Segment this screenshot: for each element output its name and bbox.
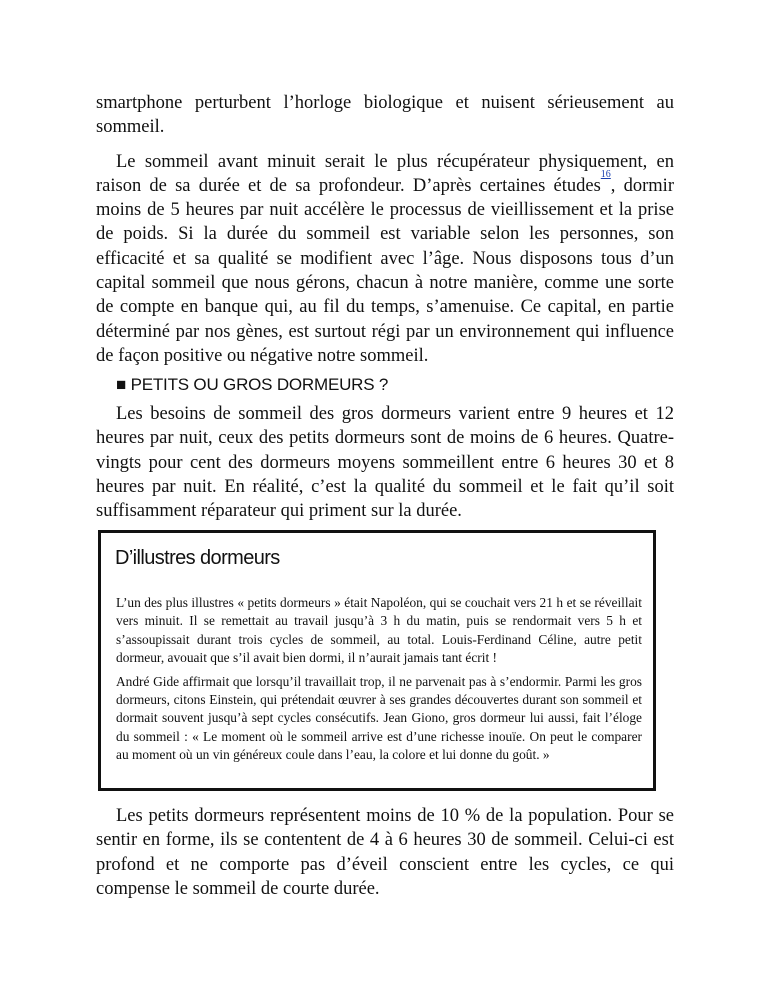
paragraph-3: Les besoins de sommeil des gros dormeurs varient entre 9 heures et 12 heures par nuit, ceux des petits dormeurs sont de moins de 6 heures. Quatre-vingts pour cent des dormeurs moyens sommeillent entre 6 heures 30 et 8 heures par nuit. En réalité, c’est la qualité du sommeil et le fait qu’il soit suffisamment réparateur qui priment sur la durée. [96, 404, 674, 522]
box-content [116, 594, 642, 770]
sidebar-box [98, 530, 656, 791]
box-paragraph-1: L’un des plus illustres « petits dormeurs » était Napoléon, qui se couchait vers 21 h et se réveillait vers minuit. Il se remettait au travail jusqu’à 3 h du matin, puis se rendormait vers 5 h et s’assoupissait durant trois cycles de sommeil, au total. Louis-Ferdinand Céline, autre petit dormeur, avouait que s’il avait bien dormi, il n’aurait jamais tant écrit ! [116, 595, 642, 666]
paragraph-1: smartphone perturbent l’horloge biologique et nuisent sérieusement au sommeil. [96, 93, 674, 138]
text-block-bottom [96, 804, 674, 901]
paragraph-4: Les petits dormeurs représentent moins de 10 % de la population. Pour se sentir en forme, ils se contentent de 4 à 6 heures 30 de sommeil. Celui-ci est profond et ne comporte pas d’éveil conscient entre les cycles, ce qui compense le sommeil de courte durée. [96, 806, 674, 899]
section-block [96, 373, 674, 523]
paragraph-2 [96, 150, 674, 369]
paragraph-2-end: , dormir moins de 5 heures par nuit accélère le processus de vieillissement et la prise de poids. Si la durée du sommeil est variable selon les personnes, son efficacité et sa qualité se modifient avec l’âge. Nous disposons tous d’un capital sommeil que nous gérons, chacun à notre manière, comme une sorte de compte en banque qui, au fil du temps, s’amenuise. Ce capital, en partie déterminé par nos gènes, est surtout régi par un environnement qui influence de façon positive ou négative notre sommeil. [96, 175, 674, 366]
footnote-link[interactable]: 16 [600, 168, 611, 180]
paragraph-2-start: Le sommeil avant minuit serait le plus récupérateur physiquement, en raison de sa durée et de sa profondeur. D’après certaines études [96, 151, 674, 196]
text-block-top [96, 91, 674, 368]
section-heading: ■ PETITS OU GROS DORMEURS ? [116, 375, 389, 394]
box-title: D’illustres dormeurs [115, 547, 280, 569]
box-paragraph-2: André Gide affirmait que lorsqu’il travaillait trop, il ne parvenait pas à s’endormir. Parmi les gros dormeurs, citons Einstein, qui prétendait œuvrer à ses grandes découvertes durant son sommeil et dormait souvent jusqu’à sept cycles consécutifs. Jean Giono, gros dormeur lui aussi, fait l’éloge du sommeil : « Le moment où le sommeil arrive est d’une richesse inouïe. On peut le comparer au moment où un vin généreux coule dans l’eau, la colore et lui donne du goût. » [116, 673, 642, 763]
